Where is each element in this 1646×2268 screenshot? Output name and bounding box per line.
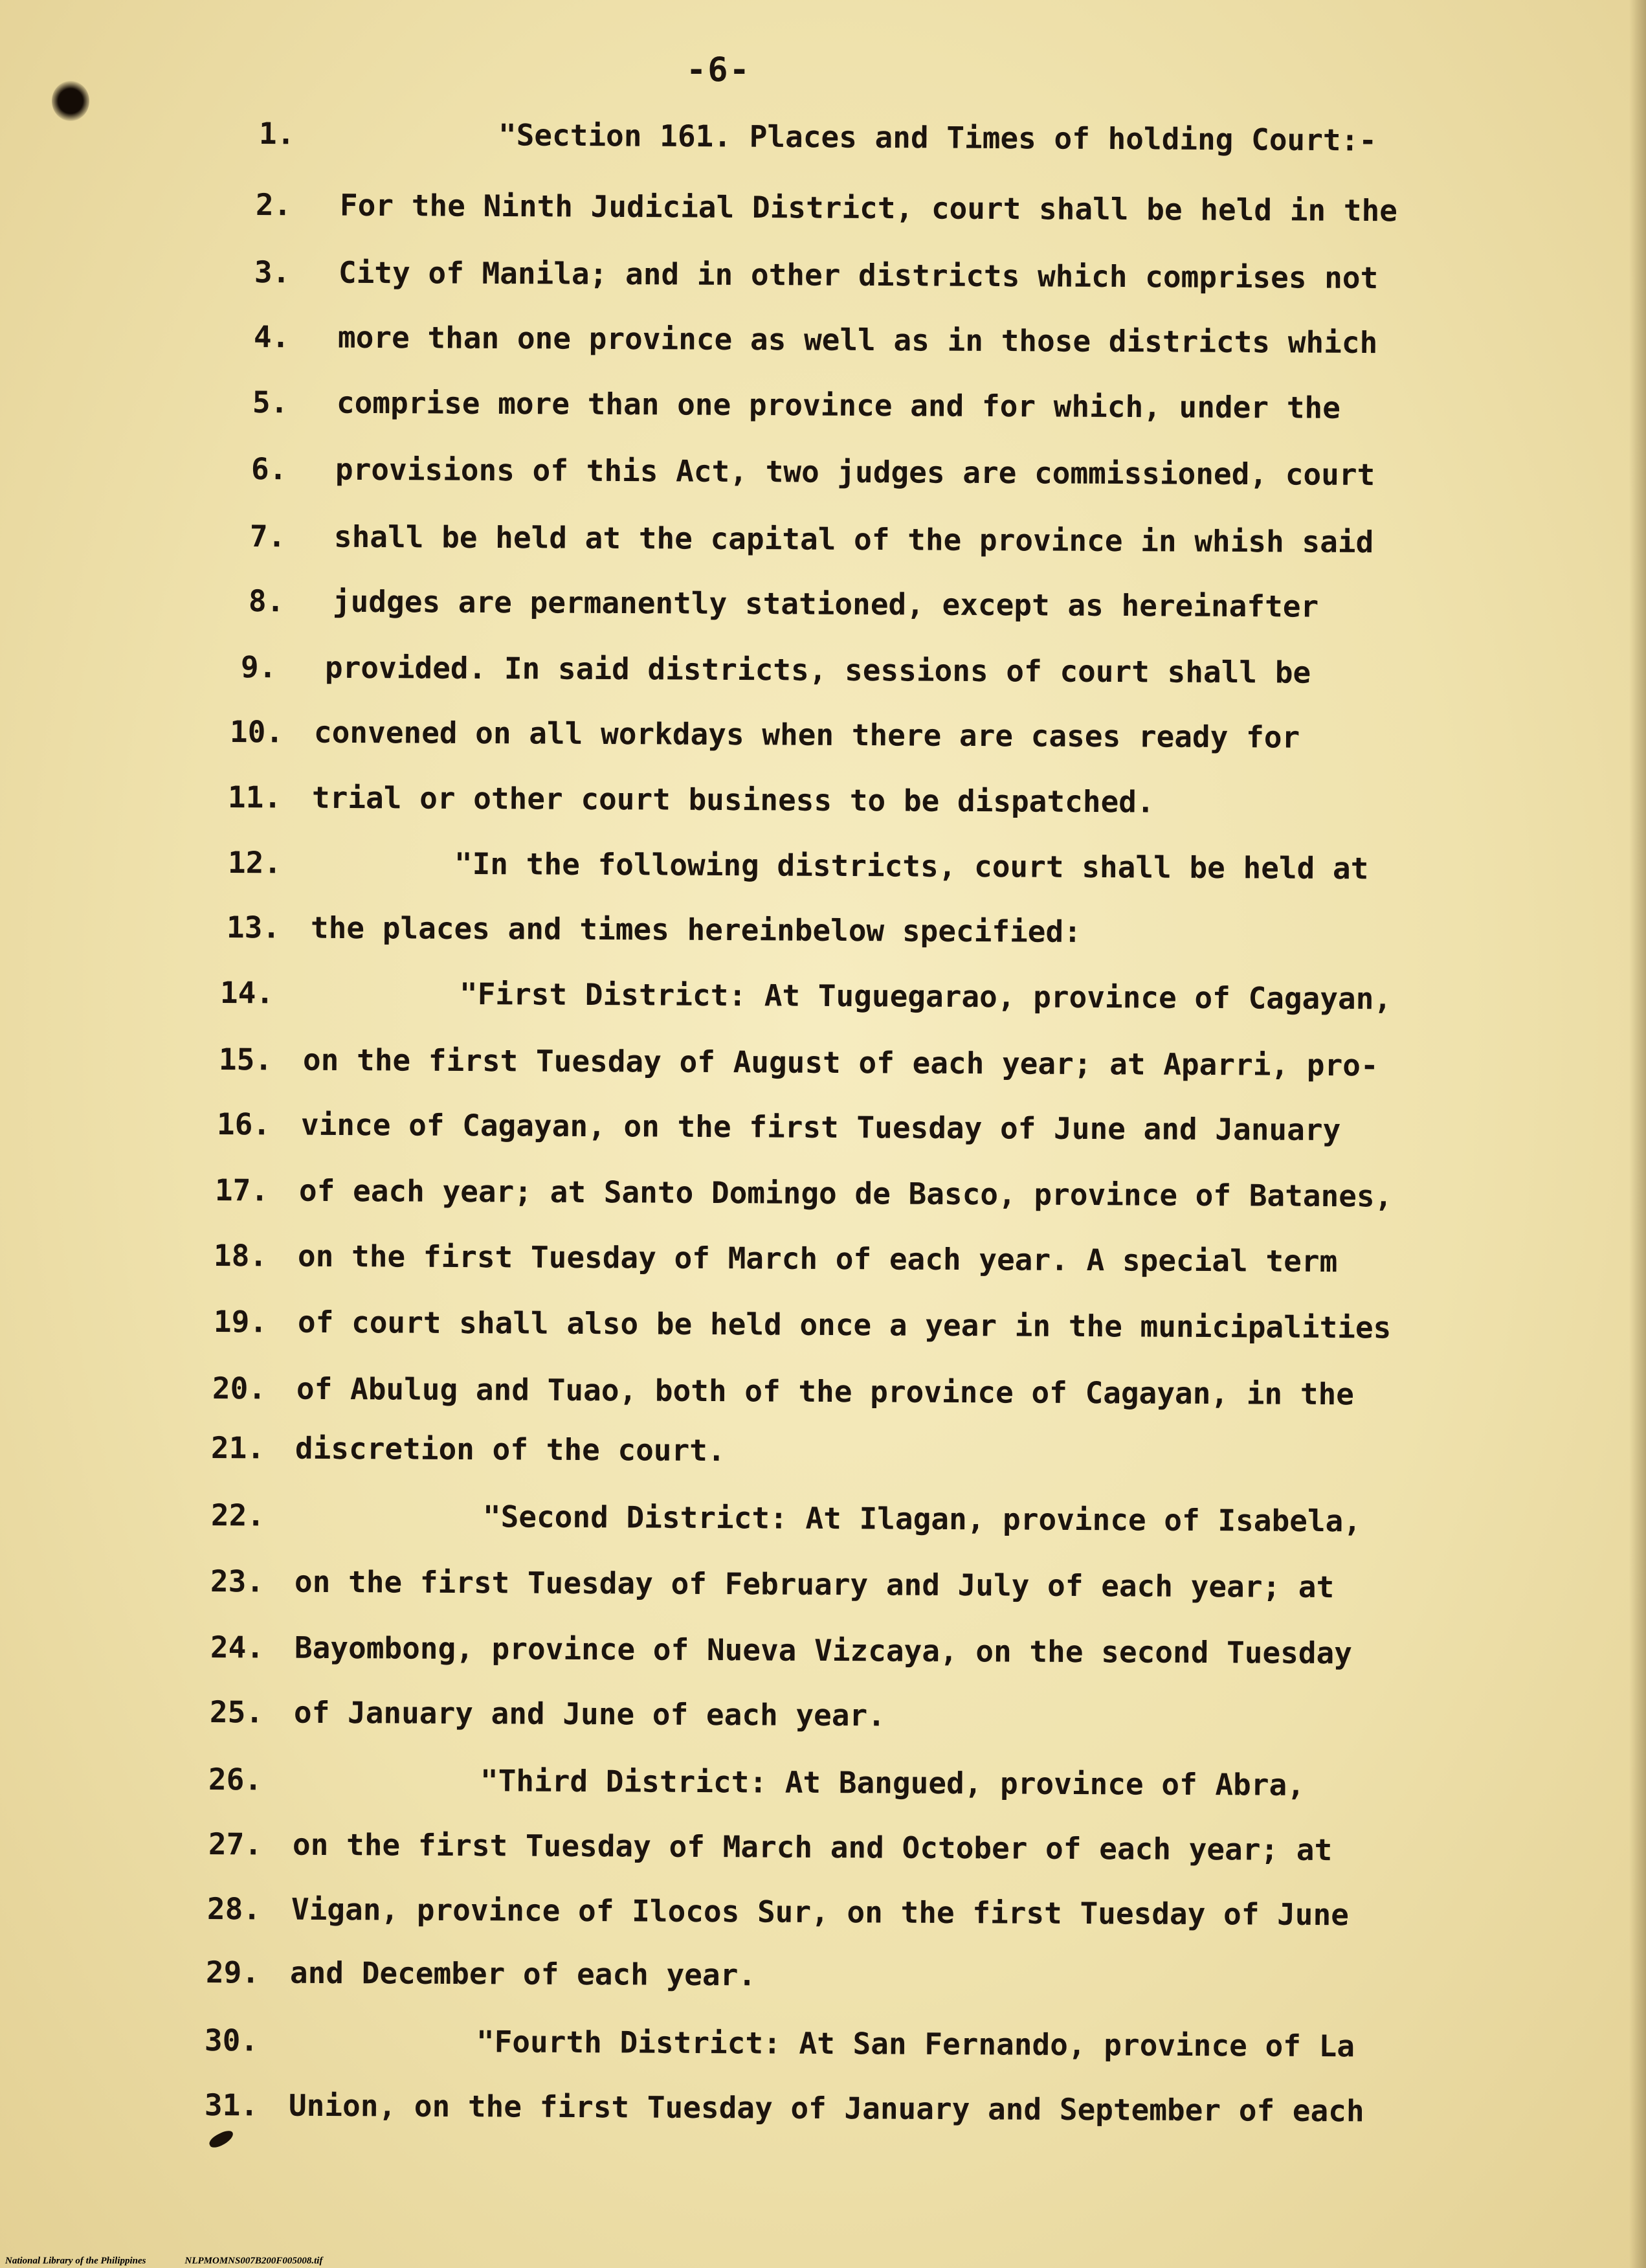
line-text: of court shall also be held once a year in the municipalities (297, 1304, 1392, 1345)
ink-mark (207, 2128, 236, 2150)
line-text: "Section 161. Places and Times of holding Court:- (498, 117, 1377, 158)
text-line (214, 1232, 1540, 1286)
text-line (241, 644, 1568, 697)
line-text: of Abulug and Tuao, both of the province of Cagayan, in the (296, 1371, 1355, 1412)
text-line (217, 1101, 1544, 1154)
line-number: 6. (250, 451, 287, 487)
text-line (249, 578, 1575, 631)
line-text: "Fourth District: At San Fernando, province of La (476, 2024, 1355, 2064)
text-line (220, 969, 1547, 1023)
text-line (251, 445, 1578, 499)
line-number: 20. (212, 1371, 267, 1406)
line-text: "Third District: At Bangued, province of Abra, (480, 1763, 1306, 1802)
line-text: Bayombong, province of Nueva Vizcaya, on the second Tuesday (294, 1630, 1353, 1671)
line-number: 9. (240, 649, 277, 685)
line-number: 26. (208, 1762, 263, 1797)
text-line (250, 513, 1577, 567)
line-number: 7. (249, 519, 286, 554)
text-line (259, 110, 1586, 165)
text-line (214, 1298, 1540, 1352)
line-number: 31. (204, 2087, 259, 2123)
text-line (227, 904, 1553, 958)
text-line (205, 2017, 1531, 2071)
line-number: 8. (248, 583, 285, 619)
text-line (254, 249, 1581, 302)
line-number: 19. (213, 1304, 268, 1340)
text-line (212, 1365, 1539, 1419)
line-number: 27. (208, 1826, 263, 1862)
text-line (210, 1624, 1537, 1678)
line-text: trial or other court business to be dispatched. (311, 780, 1155, 820)
line-number: 13. (226, 910, 281, 945)
text-line (207, 1885, 1534, 1939)
text-line (256, 181, 1583, 235)
text-line (208, 1756, 1535, 1810)
line-number: 22. (210, 1498, 265, 1533)
line-number: 4. (253, 319, 290, 355)
line-number: 29. (205, 1955, 260, 1990)
line-text: the places and times hereinbelow specified: (310, 910, 1082, 949)
text-line (254, 313, 1581, 367)
page-number: -6- (686, 51, 751, 89)
line-number: 5. (252, 385, 289, 420)
line-text: Union, on the first Tuesday of January and September of each (288, 2087, 1364, 2129)
line-number: 3. (254, 254, 291, 290)
line-number: 11. (227, 780, 282, 815)
scan-footer (5, 2256, 322, 2267)
line-text: of January and June of each year. (293, 1694, 886, 1733)
footer-source: National Library of the Philippines (5, 2256, 146, 2266)
line-text: "First District: At Tuguegarao, province of Cagayan, (459, 976, 1392, 1016)
footer-file-code: NLPMOMNS007B200F005008.tif (184, 2256, 323, 2266)
line-text: Vigan, province of Ilocos Sur, on the first Tuesday of June (291, 1891, 1350, 1933)
ink-spot (52, 81, 89, 121)
line-text: more than one province as well as in those districts which (337, 319, 1378, 361)
line-text: comprise more than one province and for which, under the (336, 385, 1341, 425)
line-text: and December of each year. (289, 1955, 757, 1993)
text-line (210, 1689, 1537, 1742)
line-text: on the first Tuesday of March and October of each year; at (292, 1826, 1333, 1868)
line-text: "In the following districts, court shall be held at (454, 846, 1369, 886)
line-number: 12. (227, 845, 282, 881)
line-text: convened on all workdays when there are cases ready for (313, 714, 1300, 755)
line-text: on the first Tuesday of August of each year; at Aparri, pro- (302, 1042, 1379, 1083)
text-line (211, 1424, 1538, 1478)
line-number: 23. (210, 1564, 265, 1599)
line-number: 17. (214, 1173, 269, 1208)
line-number: 10. (229, 714, 284, 750)
text-line (228, 839, 1555, 893)
text-line (215, 1167, 1542, 1220)
line-number: 2. (255, 187, 292, 223)
line-number: 16. (216, 1106, 271, 1142)
line-text: For the Ninth Judicial District, court shall be held in the (339, 187, 1398, 229)
line-number: 28. (206, 1891, 261, 1927)
line-text: shall be held at the capital of the province in whish said (333, 519, 1374, 560)
text-line (206, 1949, 1533, 2003)
text-line (210, 1558, 1537, 1611)
line-number: 14. (219, 975, 274, 1011)
line-text: judges are permanently stationed, except as hereinafter (332, 583, 1319, 624)
line-number: 21. (210, 1430, 265, 1466)
text-line (208, 1821, 1535, 1874)
line-number: 1. (258, 116, 295, 152)
text-line (252, 379, 1579, 432)
line-text: provisions of this Act, two judges are commissioned, court (335, 451, 1375, 493)
line-text: on the first Tuesday of March of each year. A special term (297, 1238, 1338, 1279)
text-line (230, 708, 1557, 762)
line-number: 30. (204, 2023, 259, 2058)
line-text: City of Manila; and in other districts which comprises not (338, 254, 1379, 296)
text-line (219, 1036, 1546, 1090)
line-number: 15. (218, 1042, 273, 1077)
text-line (228, 774, 1555, 827)
line-text: discretion of the court. (295, 1430, 726, 1468)
line-text: on the first Tuesday of February and July of each year; at (294, 1564, 1335, 1605)
line-text: vince of Cagayan, on the first Tuesday of June and January (300, 1106, 1341, 1148)
text-line (205, 2082, 1531, 2135)
line-number: 25. (209, 1694, 264, 1730)
line-number: 18. (213, 1238, 268, 1274)
line-number: 24. (210, 1630, 265, 1665)
text-line (211, 1492, 1538, 1545)
line-text: of each year; at Santo Domingo de Basco, province of Batanes, (298, 1173, 1393, 1214)
line-text: "Second District: At Ilagan, province of Isabela, (482, 1499, 1362, 1539)
line-text: provided. In said districts, sessions of court shall be (324, 649, 1311, 690)
page-edge-shadow (1629, 0, 1646, 2268)
